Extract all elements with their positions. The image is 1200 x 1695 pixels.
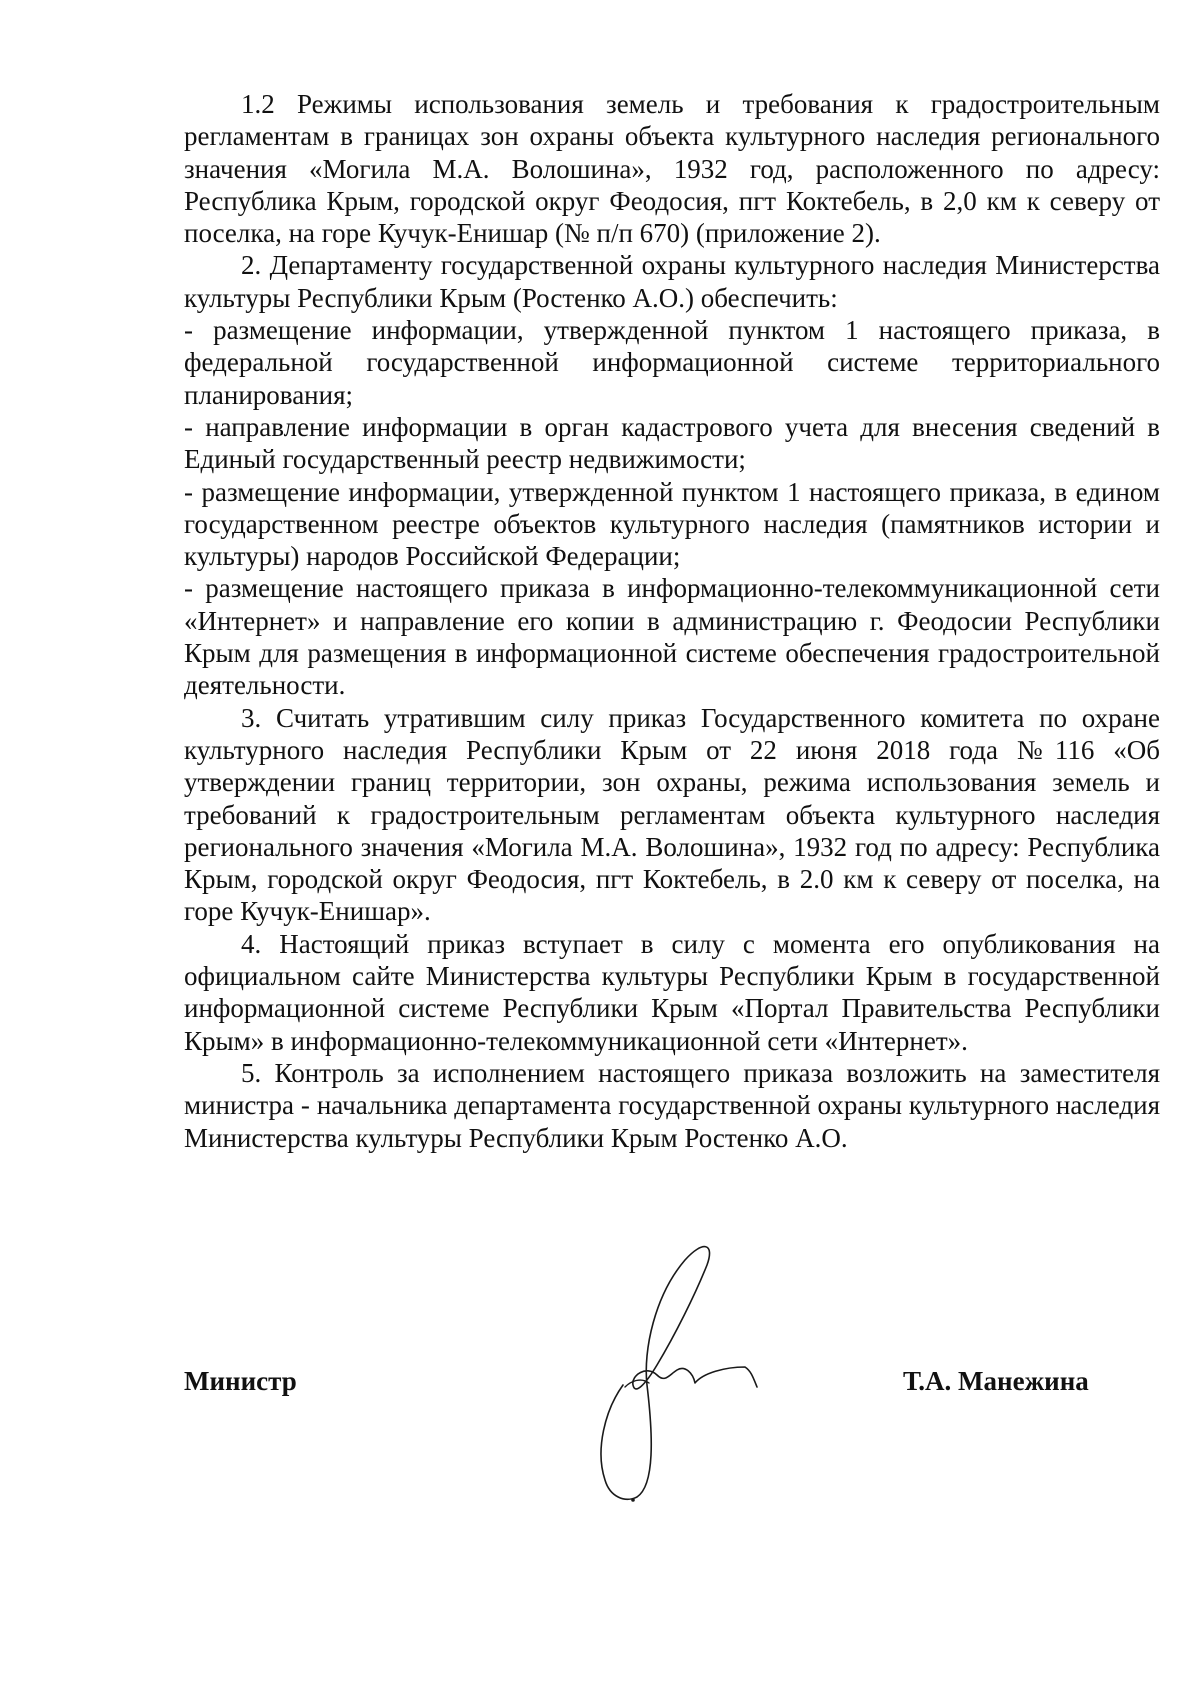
list-item-internet-publication: - размещение настоящего приказа в информационно-телекоммуникационной сети «Интернет» и направление его копии в администрацию г. Феодосии Республики Крым для размещения в информационной системе обеспечения градостроительной деятельности. xyxy=(184,573,1160,701)
paragraph-1-2: 1.2 Режимы использования земель и требования к градостроительным регламентам в границах зон охраны объекта культурного наследия регионального значения «Могила М.А. Волошина», 1932 год, расположенного по адресу: Республика Крым, городской округ Феодосия, пгт Коктебель, в 2,0 км к северу от поселка, на горе Кучук-Енишар (№ п/п 670) (приложение 2). xyxy=(184,89,1160,249)
list-item-gisogd: - размещение информации, утвержденной пунктом 1 настоящего приказа, в федеральной государственной информационной системе территориального планирования; xyxy=(184,315,1160,410)
paragraph-3: 3. Считать утратившим силу приказ Государственного комитета по охране культурного наследия Республики Крым от 22 июня 2018 года №116 «Об утверждении границ территории, зон охраны, режима использования земель и требований к градостроительным регламентам объекта культурного наследия регионального значения «Могила М.А. Волошина», 1932 год по адресу: Республика Крым, городской округ Феодосия, пгт Коктебель, в 2.0 км к северу от поселка, на горе Кучук-Енишар». xyxy=(184,702,1160,927)
paragraph-2: 2. Департаменту государственной охраны культурного наследия Министерства культуры Республики Крым (Ростенко А.О.) обеспечить: xyxy=(184,250,1160,313)
list-item-heritage-register: - размещение информации, утвержденной пунктом 1 настоящего приказа, в едином государственном реестре объектов культурного наследия (памятников истории и культуры) народов Российской Федерации; xyxy=(184,476,1160,572)
handwritten-signature xyxy=(585,1235,760,1505)
paragraph-4: 4. Настоящий приказ вступает в силу с момента его опубликования на официальном сайте Министерства культуры Республики Крым в государственной информационной системе Республики Крым «Портал Правительства Республики Крым» в информационно-телекоммуникационной сети «Интернет». xyxy=(184,928,1160,1056)
signatory-title: Министр xyxy=(184,1366,297,1396)
signatory-name: Т.А. Манежина xyxy=(903,1366,1089,1396)
list-item-cadastre: - направление информации в орган кадастрового учета для внесения сведений в Единый государственный реестр недвижимости; xyxy=(184,411,1160,475)
paragraph-5: 5. Контроль за исполнением настоящего приказа возложить на заместителя министра - начальника департамента государственной охраны культурного наследия Министерства культуры Республики Крым Ростенко А.О. xyxy=(184,1057,1160,1153)
